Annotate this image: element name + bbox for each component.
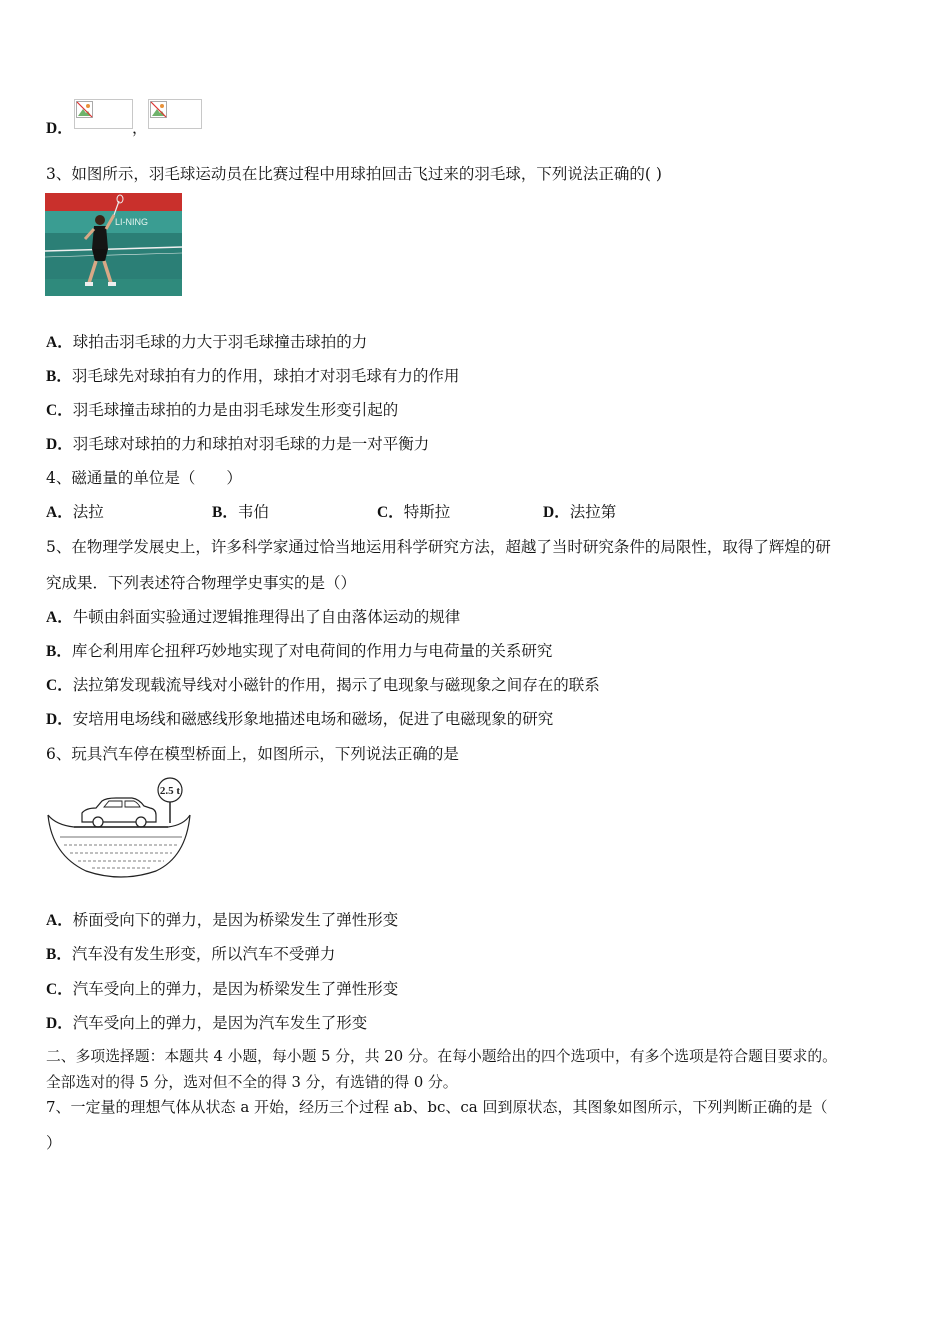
- q5-option-a[interactable]: A．牛顿由斜面实验通过逻辑推理得出了自由落体运动的规律: [46, 608, 461, 626]
- broken-image-icon: [74, 99, 133, 129]
- separator-comma: ，: [132, 119, 148, 137]
- q3-option-c[interactable]: C．羽毛球撞击球拍的力是由羽毛球发生形变引起的: [46, 401, 399, 419]
- broken-image-icon: [148, 99, 202, 129]
- q4-option-b[interactable]: B．韦伯: [212, 503, 269, 521]
- section2-heading-line2: 全部选对的得 5 分，选对但不全的得 3 分，有选错的得 0 分。: [46, 1074, 458, 1091]
- q3-option-d[interactable]: D．羽毛球对球拍的力和球拍对羽毛球的力是一对平衡力: [46, 435, 430, 453]
- q2-option-d-label: D．: [46, 120, 73, 137]
- q7-stem-line2: ）: [46, 1134, 62, 1152]
- q5-option-d[interactable]: D．安培用电场线和磁感线形象地描述电场和磁场，促进了电磁现象的研究: [46, 710, 554, 728]
- sign-text: 2.5 t: [159, 785, 181, 797]
- q3-option-b[interactable]: B．羽毛球先对球拍有力的作用，球拍才对羽毛球有力的作用: [46, 367, 460, 385]
- q4-stem: 4、磁通量的单位是（ ）: [46, 469, 242, 487]
- badminton-player-photo: [45, 193, 182, 296]
- q5-stem-line2: 究成果．下列表述符合物理学史事实的是（）: [46, 574, 357, 592]
- q6-option-d[interactable]: D．汽车受向上的弹力，是因为汽车发生了形变: [46, 1014, 368, 1032]
- q4-option-a[interactable]: A．法拉: [46, 503, 104, 521]
- banner-text: LI-NING: [115, 217, 149, 227]
- q4-option-d[interactable]: D．法拉第: [543, 503, 617, 521]
- q4-option-c[interactable]: C．特斯拉: [377, 503, 451, 521]
- q6-option-a[interactable]: A．桥面受向下的弹力，是因为桥梁发生了弹性形变: [46, 911, 399, 929]
- q7-stem-line1: 7、一定量的理想气体从状态 a 开始，经历三个过程 ab、bc、ca 回到原状态，其图象如图所示，下列判断正确的是（: [46, 1098, 828, 1116]
- q6-stem: 6、玩具汽车停在模型桥面上，如图所示，下列说法正确的是: [46, 745, 459, 763]
- q6-option-b[interactable]: B．汽车没有发生形变，所以汽车不受弹力: [46, 945, 336, 963]
- q3-option-a[interactable]: A．球拍击羽毛球的力大于羽毛球撞击球拍的力: [46, 333, 368, 351]
- bridge-car-figure: [46, 775, 196, 885]
- q3-stem: 3、如图所示，羽毛球运动员在比赛过程中用球拍回击飞过来的羽毛球，下列说法正确的( ): [46, 165, 662, 183]
- q6-option-c[interactable]: C．汽车受向上的弹力，是因为桥梁发生了弹性形变: [46, 980, 399, 998]
- q5-option-b[interactable]: B．库仑利用库仑扭秤巧妙地实现了对电荷间的作用力与电荷量的关系研究: [46, 642, 553, 660]
- q5-stem-line1: 5、在物理学发展史上，许多科学家通过恰当地运用科学研究方法，超越了当时研究条件的局限性，取得了辉煌的研: [46, 538, 831, 556]
- q5-option-c[interactable]: C．法拉第发现载流导线对小磁针的作用，揭示了电现象与磁现象之间存在的联系: [46, 676, 600, 694]
- section2-heading-line1: 二、多项选择题：本题共 4 小题，每小题 5 分，共 20 分。在每小题给出的四个选项中，有多个选项是符合题目要求的。: [46, 1048, 837, 1065]
